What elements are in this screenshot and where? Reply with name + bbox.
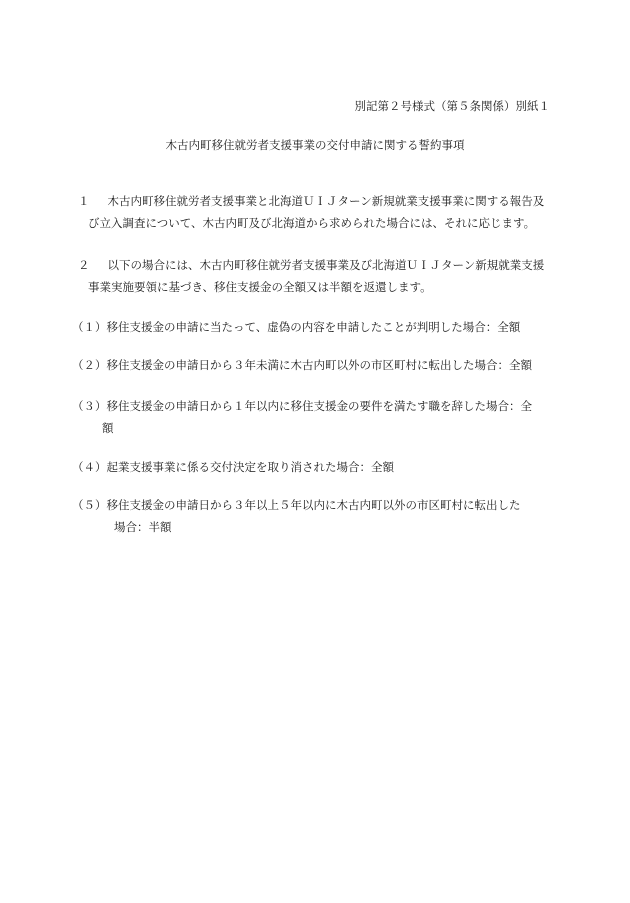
pledge-item-1-number: １ xyxy=(78,194,90,208)
sub-item-2-line-1: （２）移住支援金の申請日から３年未満に木古内町以外の市区町村に転出した場合：全額 xyxy=(72,358,532,372)
sub-item-3 xyxy=(72,395,552,439)
sub-item-1 xyxy=(72,316,552,338)
pledge-item-2-number: ２ xyxy=(78,258,90,272)
pledge-item-1 xyxy=(78,190,558,234)
sub-item-5-line-1: （５）移住支援金の申請日から３年以上５年以内に木古内町以外の市区町村に転出した xyxy=(72,498,521,512)
pledge-item-2 xyxy=(78,254,558,298)
pledge-item-1-line-1 xyxy=(78,190,558,212)
form-number: 別記第２号様式（第５条関係）別紙１ xyxy=(354,99,550,113)
sub-item-5-line-2: 場合：半額 xyxy=(114,520,172,534)
sub-item-3-line-2: 額 xyxy=(102,421,114,435)
pledge-item-2-line-2: 事業実施要領に基づき、移住支援金の全額又は半額を返還します。 xyxy=(88,280,432,294)
sub-item-1-line-1: （１）移住支援金の申請に当たって、虚偽の内容を申請したことが判明した場合：全額 xyxy=(72,320,521,334)
sub-item-3-line-1: （３）移住支援金の申請日から１年以内に移住支援金の要件を満たす職を辞した場合：全 xyxy=(72,399,532,413)
pledge-item-2-text-1: 以下の場合には、木古内町移住就労者支援事業及び北海道ＵＩＪターン新規就業支援 xyxy=(107,258,545,272)
sub-item-4-line-1: （４）起業支援事業に係る交付決定を取り消された場合：全額 xyxy=(72,460,394,474)
pledge-item-1-text-1: 木古内町移住就労者支援事業と北海道ＵＩＪターン新規就業支援事業に関する報告及 xyxy=(107,194,545,208)
sub-item-5 xyxy=(72,494,552,538)
sub-item-2 xyxy=(72,354,552,376)
pledge-item-2-line-1 xyxy=(78,254,558,276)
pledge-item-1-line-2: び立入調査について、木古内町及び北海道から求められた場合には、それに応じます。 xyxy=(88,216,536,230)
sub-item-4 xyxy=(72,456,552,478)
document-title: 木古内町移住就労者支援事業の交付申請に関する誓約事項 xyxy=(165,138,465,152)
